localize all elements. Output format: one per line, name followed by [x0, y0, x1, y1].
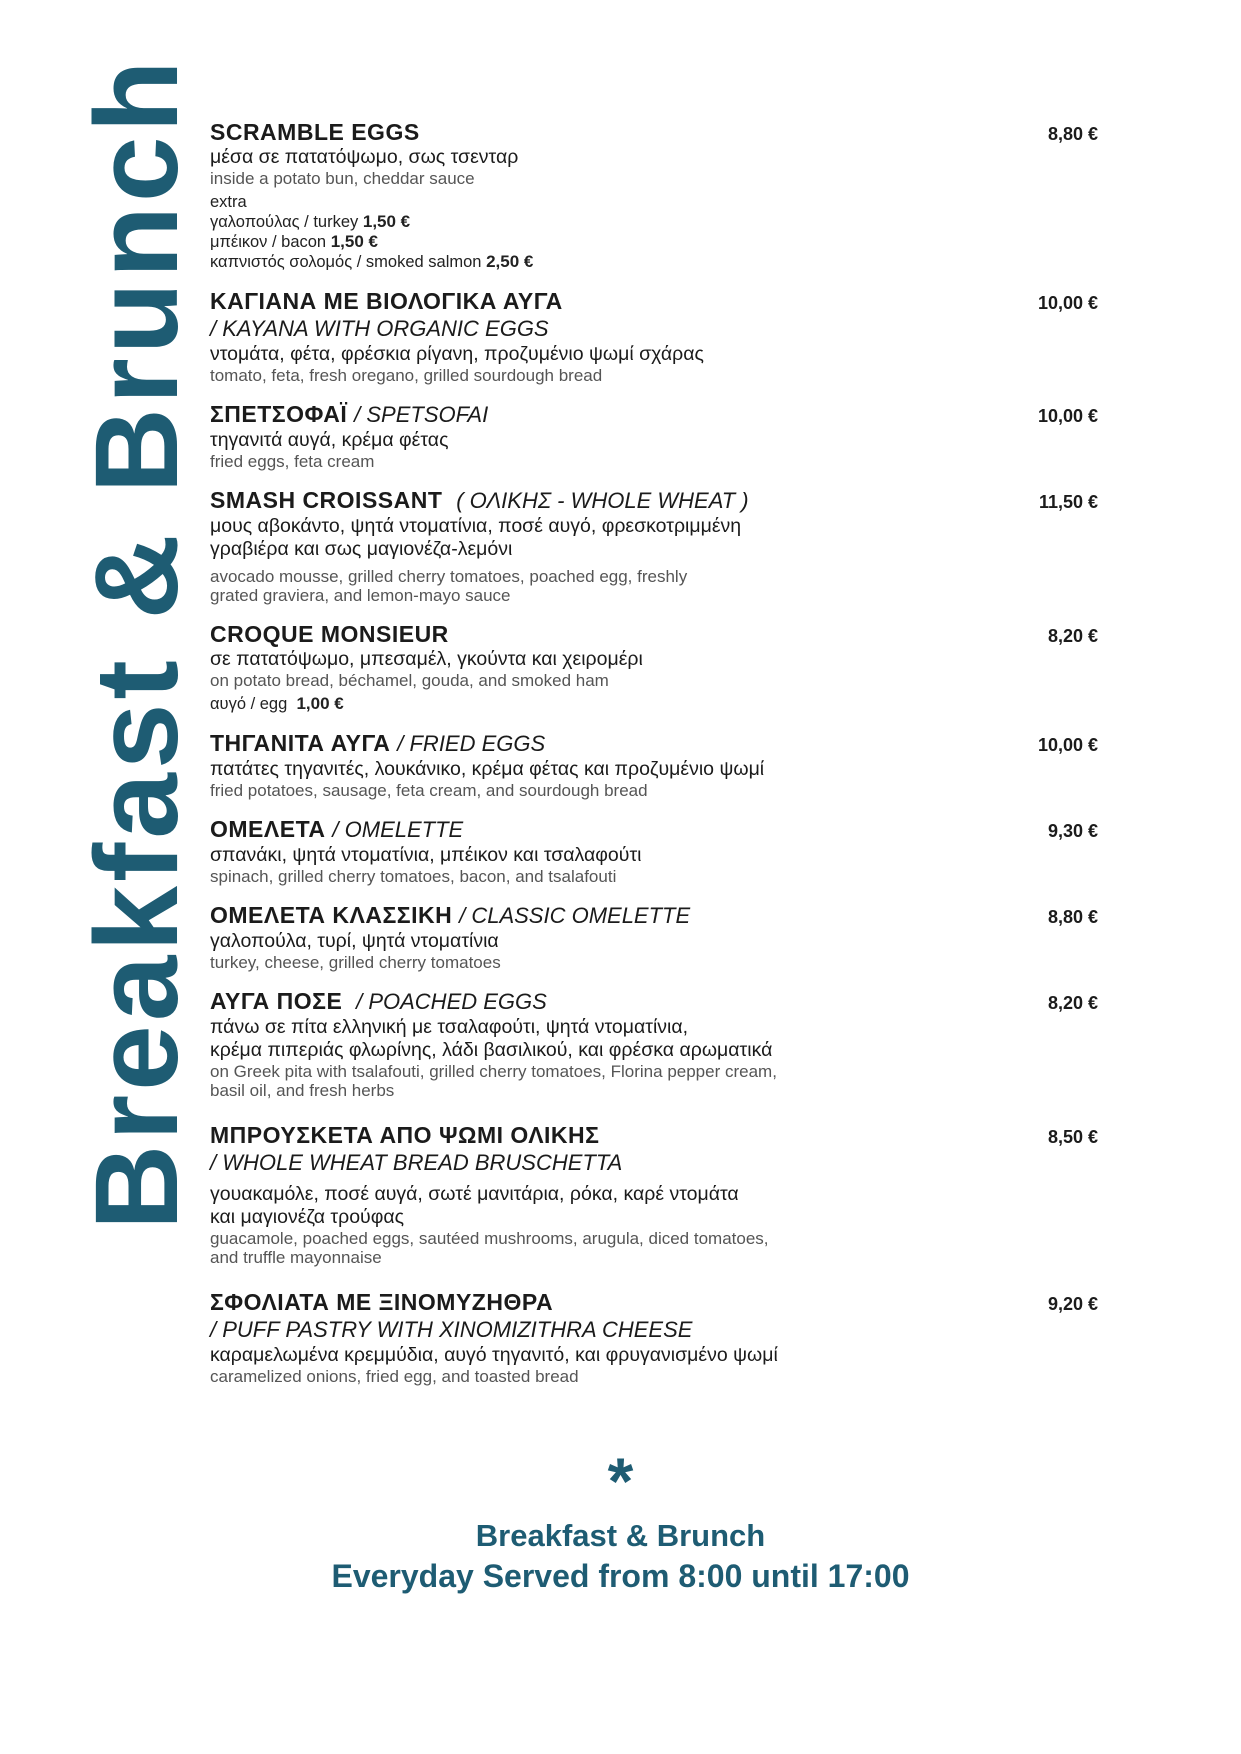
item-price: 10,00 €	[1037, 406, 1098, 426]
menu-item-bruschetta	[210, 1121, 1110, 1267]
item-name-line	[210, 400, 1110, 429]
item-price: 10,00 €	[1037, 293, 1098, 313]
item-price: 8,50 €	[1047, 1127, 1098, 1147]
menu-item-classic-omelette	[210, 901, 1110, 972]
item-name: CROQUE MONSIEUR	[210, 621, 449, 647]
menu-item-spetsofai	[210, 400, 1110, 471]
side-title: Breakfast & Brunch	[71, 56, 203, 1230]
extra-price: 1,00 €	[296, 694, 344, 713]
item-alt-name: / PUFF PASTRY WITH XINOMIZITHRA CHEESE	[210, 1317, 693, 1342]
extra-option	[210, 212, 1110, 232]
extra-price: 1,50 €	[330, 232, 378, 251]
item-alt-name: / POACHED EGGS	[356, 989, 547, 1014]
item-name: ΣΦΟΛΙΑΤΑ ΜΕ ΞΙΝΟΜΥΖΗΘΡΑ	[210, 1289, 554, 1315]
footer-hours: Everyday Served from 8:00 until 17:00	[331, 1558, 910, 1594]
menu-item-omelette	[210, 815, 1110, 886]
item-description-english: on Greek pita with tsalafouti, grilled cherry tomatoes, Florina pepper cream,	[210, 1062, 777, 1081]
item-description-english: spinach, grilled cherry tomatoes, bacon, and tsalafouti	[210, 867, 617, 886]
item-description-greek: καραμελωμένα κρεμμύδια, αυγό τηγανιτό, και φρυγανισμένο ψωμί	[210, 1344, 778, 1366]
item-alt-name: ( ΟΛΙΚΗΣ - WHOLE WHEAT )	[456, 488, 749, 513]
item-name: ΜΠΡΟΥΣΚΕΤΑ ΑΠΟ ΨΩΜΙ ΟΛΙΚΗΣ	[210, 1122, 600, 1148]
item-description-english: caramelized onions, fried egg, and toasted bread	[210, 1367, 579, 1386]
item-description-greek-2: και μαγιονέζα τρούφας	[210, 1206, 405, 1228]
item-name-line	[210, 987, 1110, 1016]
extra-label: μπέικον / bacon	[210, 233, 327, 251]
item-name-line	[210, 486, 1110, 515]
menu-item-puff-pastry	[210, 1288, 1110, 1386]
item-description-greek: σπανάκι, ψητά ντοματίνια, μπέικον και τσαλαφούτι	[210, 844, 642, 866]
item-price: 8,80 €	[1047, 124, 1098, 144]
item-alt-name: / KAYANA WITH ORGANIC EGGS	[210, 316, 549, 341]
item-name-line	[210, 901, 1110, 930]
asterisk-icon: *	[607, 1444, 634, 1518]
extra-price: 1,50 €	[362, 212, 411, 231]
item-name: ΟΜΕΛΕΤΑ ΚΛΑΣΣΙΚΗ	[210, 902, 453, 928]
item-name-line	[210, 815, 1110, 844]
item-description-english-2: basil oil, and fresh herbs	[210, 1081, 395, 1100]
item-description-greek-2: κρέμα πιπεριάς φλωρίνης, λάδι βασιλικού, και φρέσκα αρωματικά	[210, 1039, 773, 1061]
item-name: SMASH CROISSANT	[210, 487, 443, 513]
item-description-greek: γουακαμόλε, ποσέ αυγά, σωτέ μανιτάρια, ρόκα, καρέ ντομάτα	[210, 1183, 739, 1205]
item-alt-name: / OMELETTE	[332, 817, 464, 842]
item-description-english: turkey, cheese, grilled cherry tomatoes	[210, 953, 501, 972]
item-description-greek: πατάτες τηγανιτές, λουκάνικο, κρέμα φέτας και προζυμένιο ψωμί	[210, 758, 765, 780]
item-price: 9,30 €	[1047, 821, 1098, 841]
item-price: 8,20 €	[1047, 626, 1098, 646]
item-alt-name: / SPETSOFAI	[354, 402, 489, 427]
menu-item-scramble-eggs	[210, 118, 1110, 272]
footer-title: Breakfast & Brunch	[475, 1518, 766, 1553]
extras-block	[210, 192, 1110, 272]
item-description-greek: πάνω σε πίτα ελληνική με τσαλαφούτι, ψητά ντοματίνια,	[210, 1016, 689, 1038]
menu-item-croque-monsieur	[210, 620, 1110, 714]
item-name: ΣΠΕΤΣΟΦΑΪ	[210, 401, 348, 427]
item-price: 9,20 €	[1047, 1294, 1098, 1314]
item-alt-name: / CLASSIC OMELETTE	[459, 903, 691, 928]
extra-label: γαλοπούλας / turkey	[210, 213, 359, 231]
extra-price: 2,50 €	[486, 252, 534, 271]
item-description-greek: τηγανιτά αυγά, κρέμα φέτας	[210, 429, 449, 451]
item-description-english: fried potatoes, sausage, feta cream, and sourdough bread	[210, 781, 648, 800]
item-price: 8,80 €	[1047, 907, 1098, 927]
item-description-english: on potato bread, béchamel, gouda, and smoked ham	[210, 671, 609, 690]
item-price: 10,00 €	[1037, 735, 1098, 755]
extra-label: αυγό / egg	[210, 695, 288, 713]
item-description-greek-2: γραβιέρα και σως μαγιονέζα-λεμόνι	[210, 538, 513, 560]
item-name: ΑΥΓΑ ΠΟΣΕ	[210, 988, 343, 1014]
item-description-greek: γαλοπούλα, τυρί, ψητά ντοματίνια	[210, 930, 499, 952]
item-description-english: guacamole, poached eggs, sautéed mushrooms, arugula, diced tomatoes,	[210, 1229, 769, 1248]
menu-item-smash-croissant	[210, 486, 1110, 605]
menu-list	[210, 118, 1110, 1401]
extras-label: extra	[210, 193, 247, 211]
extra-label: καπνιστός σολομός / smoked salmon	[210, 253, 482, 271]
item-description-greek: μέσα σε πατατόψωμο, σως τσενταρ	[210, 146, 519, 168]
item-price: 11,50 €	[1038, 492, 1098, 512]
item-name: ΟΜΕΛΕΤΑ	[210, 816, 326, 842]
item-name: ΤΗΓΑΝΙΤΑ ΑΥΓΑ	[210, 730, 391, 756]
menu-item-kagiana	[210, 287, 1110, 385]
extra-option	[210, 252, 1110, 272]
item-description-english-2: and truffle mayonnaise	[210, 1248, 382, 1267]
item-alt-name: / FRIED EGGS	[397, 731, 546, 756]
item-description-english: inside a potato bun, cheddar sauce	[210, 169, 475, 188]
item-description-greek: σε πατατόψωμο, μπεσαμέλ, γκούντα και χειρομέρι	[210, 648, 643, 670]
extra-option	[210, 232, 1110, 252]
extra-option	[210, 694, 1110, 714]
item-description-english: avocado mousse, grilled cherry tomatoes, poached egg, freshly	[210, 567, 688, 586]
item-alt-name: / WHOLE WHEAT BREAD BRUSCHETTA	[210, 1150, 623, 1175]
item-description-greek: ντομάτα, φέτα, φρέσκια ρίγανη, προζυμένιο ψωμί σχάρας	[210, 343, 704, 365]
menu-item-poached-eggs	[210, 987, 1110, 1100]
item-name: ΚΑΓΙΑΝΑ ΜΕ ΒΙΟΛΟΓΙΚΑ ΑΥΓΑ	[210, 288, 563, 314]
item-description-english-2: grated graviera, and lemon-mayo sauce	[210, 586, 511, 605]
item-name: SCRAMBLE EGGS	[210, 119, 420, 145]
menu-item-fried-eggs	[210, 729, 1110, 800]
item-description-english: tomato, feta, fresh oregano, grilled sourdough bread	[210, 366, 603, 385]
item-description-greek: μους αβοκάντο, ψητά ντοματίνια, ποσέ αυγό, φρεσκοτριμμένη	[210, 515, 742, 537]
item-price: 8,20 €	[1047, 993, 1098, 1013]
item-description-english: fried eggs, feta cream	[210, 452, 375, 471]
item-name-line	[210, 729, 1110, 758]
